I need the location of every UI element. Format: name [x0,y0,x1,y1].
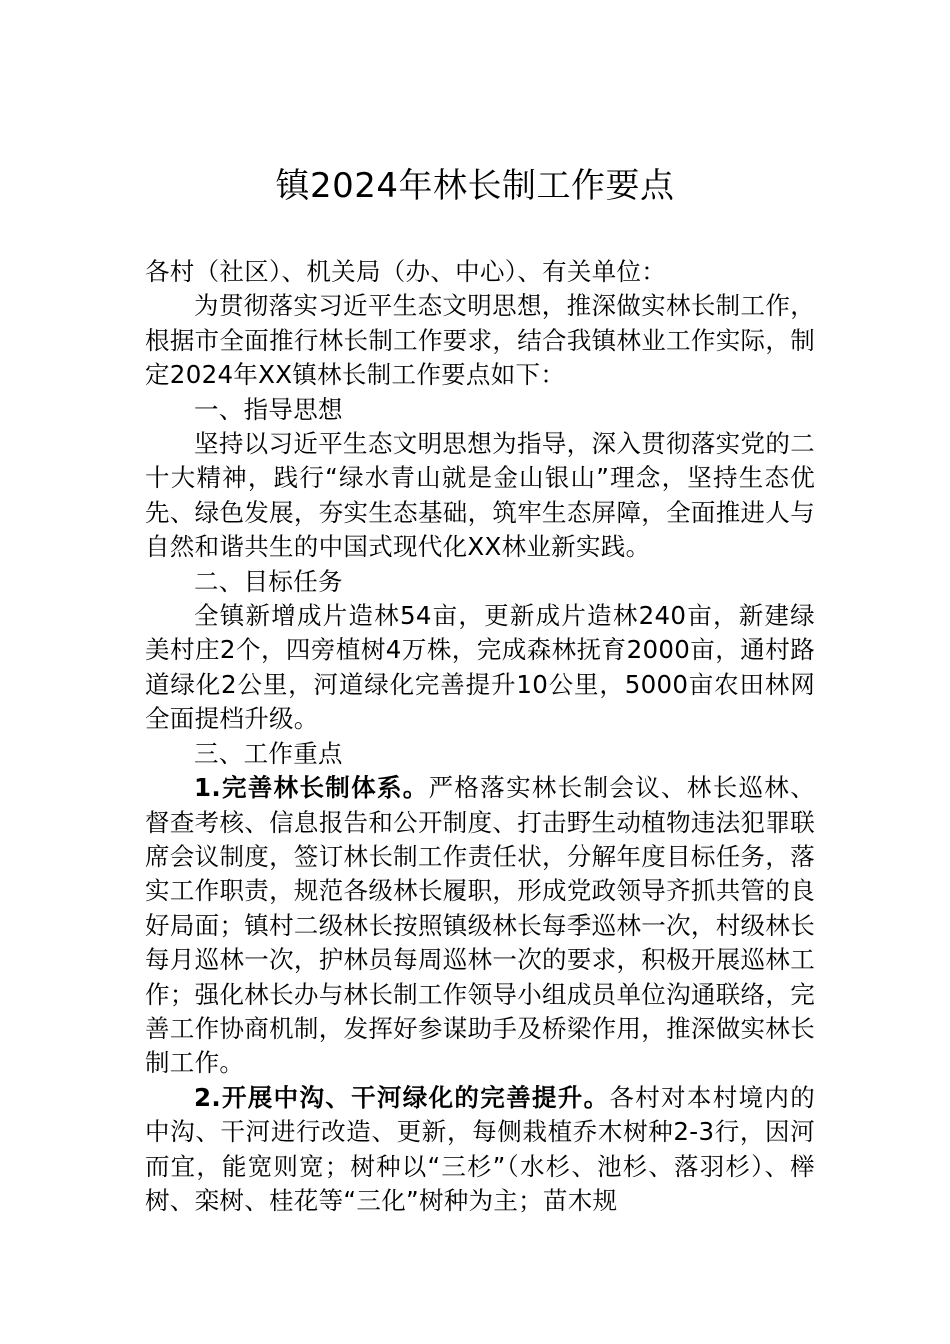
key-work-item-1 [145,771,815,1081]
salutation: 各村（社区）、机关局（办、中心）、有关单位： [145,257,667,286]
key-work-item-2-body: 各村对本村境内的中沟、干河进行改造、更新，每侧栽植乔木树种2-3行，因河而宜，能宽则宽；树种以“三杉”（水杉、池杉、落羽杉）、榉树、栾树、桂花等“三化”树种为主；苗木规 [145,1082,816,1215]
section-heading-guiding-ideology: 一、指导思想 [194,394,343,424]
intro-paragraph: 为贯彻落实习近平生态文明思想，推深做实林长制工作，根据市全面推行林长制工作要求，结合我镇林业工作实际，制定2024年XX镇林长制工作要点如下： [145,291,815,390]
key-work-item-1-title: 1.完善林长制体系。 [194,773,429,803]
document-title: 镇2024年林长制工作要点 [275,166,675,206]
document-body [145,255,815,1218]
targets-paragraph: 全镇新增成片造林54亩，更新成片造林240亩，新建绿美村庄2个，四旁植树4万株，完成森林抚育2000亩，通村路道绿化2公里，河道绿化完善提升10公里，5000亩农田林网全面提档升级。 [145,601,815,734]
key-work-item-2 [145,1081,815,1219]
key-work-item-2-title: 2.开展中沟、干河绿化的完善提升。 [194,1082,610,1112]
guiding-ideology-paragraph: 坚持以习近平生态文明思想为指导，深入贯彻落实党的二十大精神，践行“绿水青山就是金山银山”理念，坚持生态优先、绿色发展，夯实生态基础，筑牢生态屏障，全面推进人与自然和谐共生的中国式现代化XX林业新实践。 [145,429,815,562]
section-heading-targets: 二、目标任务 [194,566,343,596]
section-heading-key-work: 三、工作重点 [194,738,343,768]
key-work-item-1-body: 严格落实林长制会议、林长巡林、督查考核、信息报告和公开制度、打击野生动植物违法犯罪联席会议制度，签订林长制工作责任状，分解年度目标任务，落实工作职责，规范各级林长履职，形成党政领导齐抓共管的良好局面；镇村二级林长按照镇级林长每季巡林一次，村级林长每月巡林一次，护林员每周巡林一次的要求，积极开展巡林工作；强化林长办与林长制工作领导小组成员单位沟通联络，完善工作协商机制，发挥好参谋助手及桥梁作用，推深做实林长制工作。 [145,773,815,1078]
